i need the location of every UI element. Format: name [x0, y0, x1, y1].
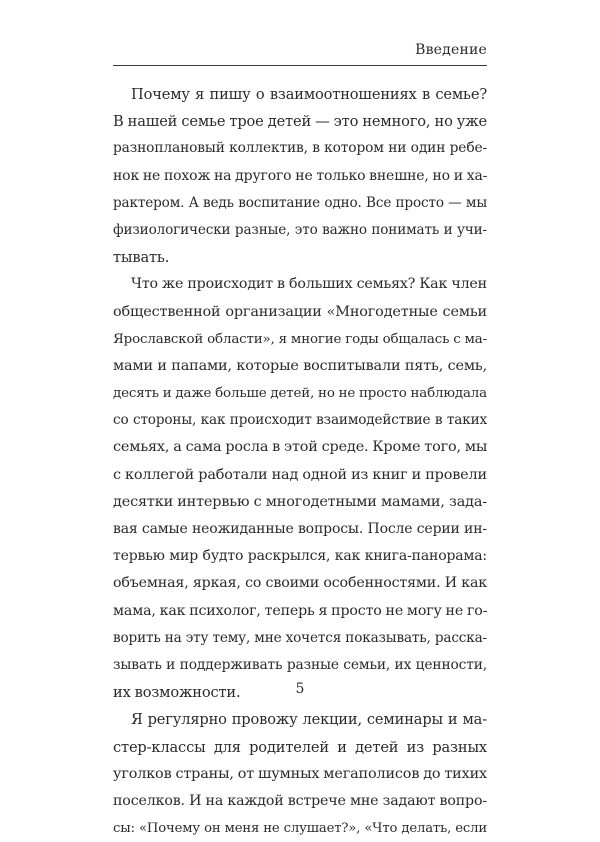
running-head-title: Введение [415, 42, 487, 58]
text-line: Я регулярно провожу лекции, семинары и ма- [131, 711, 487, 729]
text-line: ворить на эту тему, мне хочется показывать, расска- [113, 629, 487, 646]
text-line: десять и даже больше детей, но не просто наблюдала [113, 386, 487, 402]
text-line: их возможности. [113, 684, 241, 702]
text-line: десятки интервью с многодетными мамами, зада- [113, 493, 487, 510]
text-line: поселков. И на каждой встрече мне задают вопро- [113, 792, 487, 809]
text-line: тывать. [113, 249, 170, 267]
text-line: Ярославской области», я многие годы общалась с ма- [113, 331, 487, 347]
text-line: нок не похож на другого не только внешне, но и ха- [113, 167, 488, 184]
text-line: уголков страны, от шумных мегаполисов до тихих [113, 765, 487, 782]
text-line: вая самые неожиданные вопросы. После серии ин- [113, 521, 487, 537]
text-line: рактером. А ведь воспитание одно. Все просто — мы [113, 194, 487, 211]
text-line: мами и папами, которые воспитывали пять, семь, [113, 357, 487, 374]
text-line: Почему я пишу о взаимоотношениях в семье? [131, 86, 487, 103]
header-rule [113, 65, 487, 66]
text-line: В нашей семье трое детей — это немного, но уже [113, 113, 487, 131]
page-number: 5 [295, 681, 305, 697]
text-line: зывать и поддерживать разные семьи, их ценности, [113, 656, 487, 673]
text-line: мама, как психолог, теперь я просто не могу не го- [113, 602, 488, 619]
text-line: сы: «Почему он меня не слушает?», «Что делать, если [113, 821, 487, 837]
text-line: физиологически разные, это важно понимать и учи- [113, 221, 487, 238]
text-line: объемная, яркая, со своими особенностями. И как [113, 575, 487, 592]
text-line: тервью мир будто раскрылся, как книга-панорама: [113, 548, 487, 565]
text-line: Что же происходит в больших семьях? Как член [131, 276, 487, 293]
body-text [113, 81, 487, 842]
text-line: общественной организации «Многодетные семьи [113, 303, 487, 320]
text-line: семьях, а сама росла в этой среде. Кроме того, мы [113, 439, 488, 456]
text-line: с коллегой работали над одной из книг и провели [113, 466, 487, 483]
text-line: со стороны, как происходит взаимодействие в таких [113, 412, 487, 429]
text-line: стер-классы для родителей и детей из разных [113, 738, 487, 756]
text-line: разноплановый коллектив, в котором ни один ребе- [113, 140, 487, 157]
